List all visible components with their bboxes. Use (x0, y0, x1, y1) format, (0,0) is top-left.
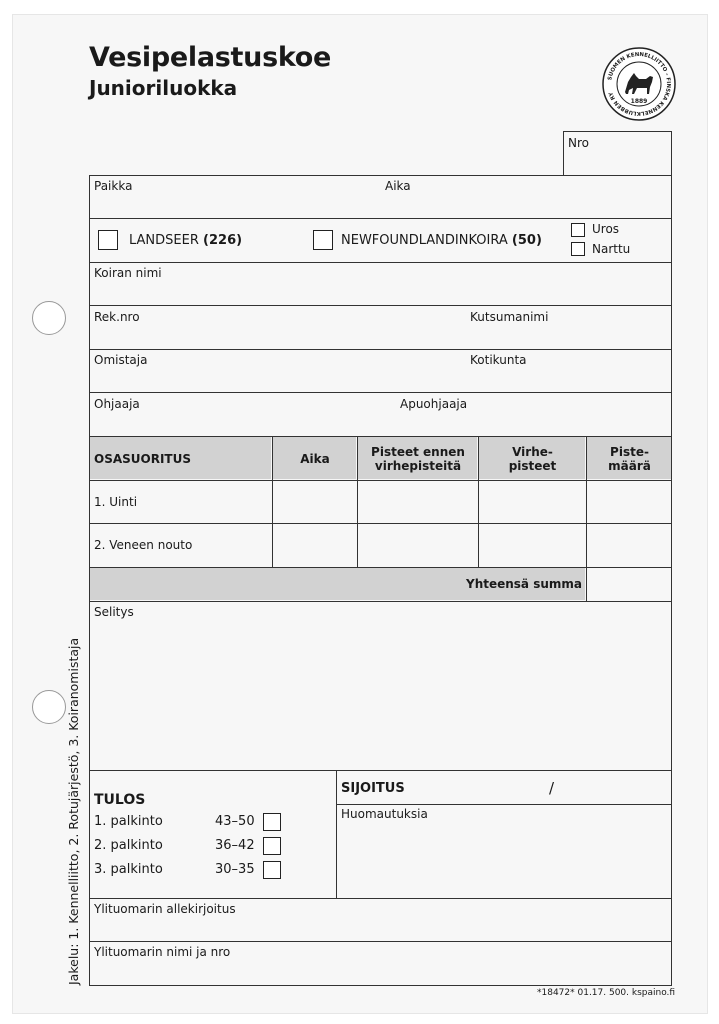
logo-ring-text: SUOMEN KENNELLIITTO - FINSKA KENNELKLUBBEN RY (607, 51, 672, 117)
kennel-club-logo (601, 46, 677, 122)
landseer-checkbox[interactable] (98, 230, 118, 250)
kutsumanimi-label: Kutsumanimi (470, 310, 549, 324)
prize-2-checkbox[interactable] (263, 837, 281, 855)
nouto-virhe-cell[interactable] (479, 524, 585, 566)
col-osasuoritus: OSASUORITUS (94, 452, 191, 466)
narttu-label: Narttu (592, 242, 631, 256)
kotikunta-label: Kotikunta (470, 353, 527, 367)
punch-hole-bottom (32, 690, 66, 724)
huomautuksia-label: Huomautuksia (341, 807, 428, 821)
signature-field[interactable] (90, 917, 671, 940)
apuohjaaja-field[interactable] (396, 393, 671, 435)
koiran-nimi-field[interactable] (90, 263, 671, 304)
prize-3-range: 30–35 (215, 862, 255, 877)
col-aika: Aika (300, 452, 330, 466)
uinti-pisteet-cell[interactable] (358, 481, 477, 522)
signature-label: Ylituomarin allekirjoitus (94, 902, 236, 916)
col-pistemaara: Piste- määrä (608, 445, 651, 473)
nouto-maara-cell[interactable] (587, 524, 671, 566)
total-sum-cell[interactable] (587, 568, 671, 600)
landseer-code: (226) (203, 233, 243, 248)
sijoitus-field[interactable] (420, 771, 671, 803)
print-info: *18472* 01.17. 500. kspaino.fi (537, 988, 676, 998)
row-veneen-nouto-label: 2. Veneen nouto (94, 538, 193, 552)
sijoitus-label: SIJOITUS (341, 781, 405, 796)
prize-1-range: 43–50 (215, 814, 255, 829)
judge-name-label: Ylituomarin nimi ja nro (94, 945, 231, 959)
ohjaaja-field[interactable] (90, 393, 395, 435)
newfoundland-code: (50) (511, 233, 542, 248)
rek-nro-field[interactable] (90, 306, 460, 348)
nouto-pisteet-cell[interactable] (358, 524, 477, 566)
uinti-maara-cell[interactable] (587, 481, 671, 522)
landseer-label: LANDSEER (129, 233, 199, 248)
logo-year: 1889 (630, 98, 648, 105)
selitys-label: Selitys (94, 605, 134, 619)
omistaja-label: Omistaja (94, 353, 148, 367)
judge-name-field[interactable] (90, 960, 671, 985)
uros-checkbox[interactable] (571, 223, 585, 237)
nro-label: Nro (568, 136, 589, 150)
aika-label: Aika (385, 179, 411, 193)
selitys-field[interactable] (90, 620, 671, 768)
nouto-aika-cell[interactable] (273, 524, 356, 566)
row-uinti-label: 1. Uinti (94, 495, 138, 509)
col-pisteet-ennen: Pisteet ennen virhepisteitä (371, 445, 465, 473)
form-subtitle: Junioriluokka (89, 76, 238, 100)
punch-hole-top (32, 301, 66, 335)
tulos-title: TULOS (94, 792, 146, 808)
koiran-nimi-label: Koiran nimi (94, 266, 162, 280)
kotikunta-field[interactable] (466, 350, 671, 391)
uinti-virhe-cell[interactable] (479, 481, 585, 522)
paikka-field[interactable] (90, 176, 380, 217)
prize-3-checkbox[interactable] (263, 861, 281, 879)
col-virhepisteet: Virhe- pisteet (508, 445, 557, 473)
omistaja-field[interactable] (90, 350, 460, 391)
narttu-checkbox[interactable] (571, 242, 585, 256)
prize-3-label: 3. palkinto (94, 862, 163, 877)
rek-nro-label: Rek.nro (94, 310, 140, 324)
paikka-label: Paikka (94, 179, 133, 193)
prize-2-label: 2. palkinto (94, 838, 163, 853)
newfoundland-checkbox[interactable] (313, 230, 333, 250)
huomautuksia-field[interactable] (337, 822, 671, 897)
apuohjaaja-label: Apuohjaaja (400, 397, 468, 411)
prize-1-checkbox[interactable] (263, 813, 281, 831)
sijoitus-separator: / (549, 779, 555, 797)
uros-label: Uros (592, 222, 620, 236)
distribution-note: Jakelu: 1. Kennelliitto, 2. Rotujärjestö, 3. Koiranomistaja (66, 637, 81, 985)
prize-2-range: 36–42 (215, 838, 255, 853)
prize-1-label: 1. palkinto (94, 814, 163, 829)
newfoundland-label: NEWFOUNDLANDINKOIRA (341, 233, 508, 248)
kutsumanimi-field[interactable] (466, 306, 671, 348)
ohjaaja-label: Ohjaaja (94, 397, 140, 411)
form-title: Vesipelastuskoe (89, 42, 332, 73)
uinti-aika-cell[interactable] (273, 481, 356, 522)
aika-field[interactable] (381, 176, 671, 217)
total-label: Yhteensä summa (466, 577, 582, 591)
